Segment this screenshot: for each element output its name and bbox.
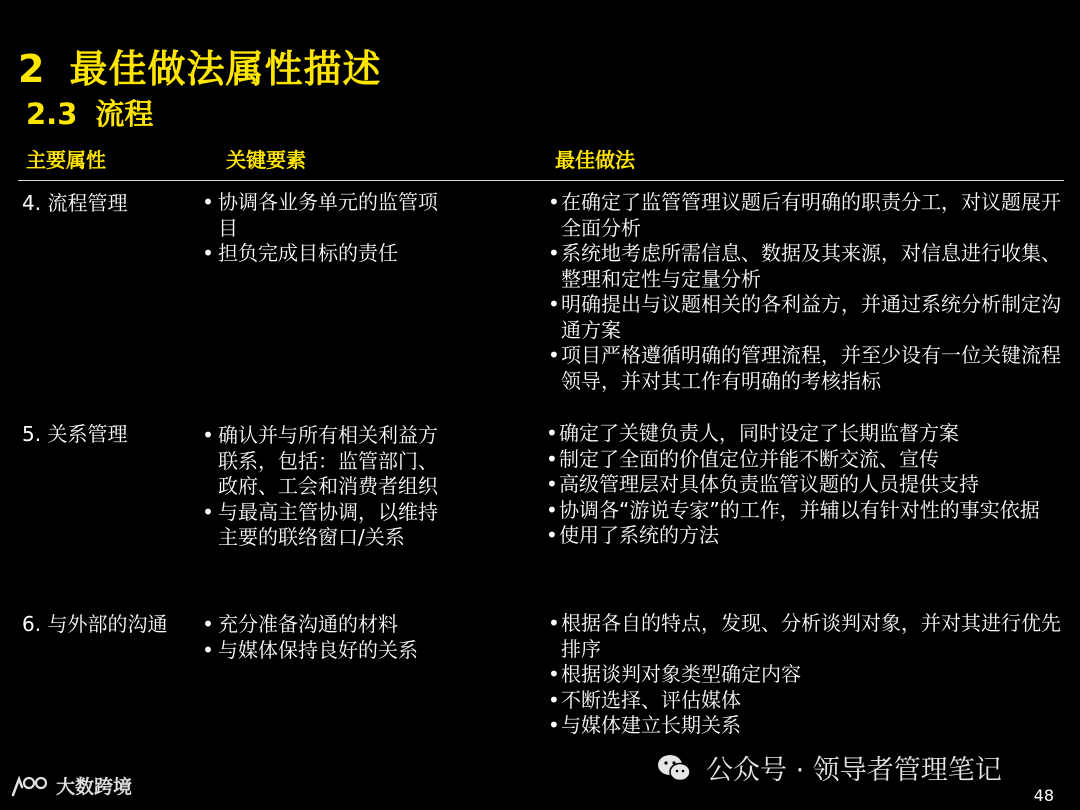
bullet-icon: • bbox=[546, 472, 558, 496]
bullet-icon: • bbox=[202, 499, 214, 524]
list-item: • 制定了全面的价值定位并能不断交流、宣传 bbox=[546, 446, 939, 471]
slide-subtitle-number: 2.3 bbox=[26, 97, 78, 131]
bullet-icon: • bbox=[546, 497, 558, 522]
list-item: • 担负完成目标的责任 bbox=[200, 241, 445, 267]
wechat-icon bbox=[656, 753, 692, 783]
logo-text: 大数跨境 bbox=[56, 776, 133, 798]
row-attribute: 4. 流程管理 bbox=[22, 191, 128, 215]
best-practices-list bbox=[548, 190, 1063, 394]
list-item: • 充分准备沟通的材料 bbox=[200, 612, 445, 638]
row-attribute: 6. 与外部的沟通 bbox=[22, 612, 168, 636]
bullet-icon: • bbox=[546, 523, 558, 547]
bullet-icon: • bbox=[202, 637, 214, 662]
logo-icon bbox=[10, 773, 50, 799]
page-number: 48 bbox=[1033, 786, 1054, 805]
list-item: • 根据各自的特点，发现、分析谈判对象，并对其进行优先排序 bbox=[548, 611, 1061, 661]
bullet-icon: • bbox=[548, 662, 560, 686]
header-attribute: 主要属性 bbox=[26, 148, 106, 172]
best-practices-list bbox=[548, 611, 1063, 739]
slide-title-number: 2 bbox=[18, 47, 46, 91]
bullet-icon: • bbox=[548, 292, 560, 316]
bullet-icon: • bbox=[548, 713, 560, 737]
bullet-icon: • bbox=[548, 687, 560, 712]
list-item: • 协调各“游说专家”的工作，并辅以有针对性的事实依据 bbox=[546, 497, 1040, 522]
list-item: • 明确提出与议题相关的各利益方，并通过系统分析制定沟通方案 bbox=[548, 292, 1061, 342]
list-item: • 系统地考虑所需信息、数据及其来源，对信息进行收集、整理和定性与定量分析 bbox=[548, 241, 1061, 291]
list-item: • 使用了系统的方法 bbox=[546, 523, 719, 547]
list-item: • 确定了关键负责人，同时设定了长期监督方案 bbox=[546, 421, 959, 445]
bullet-icon: • bbox=[202, 241, 214, 265]
watermark bbox=[656, 748, 1002, 787]
slide-title bbox=[18, 38, 381, 93]
key-elements-list bbox=[200, 423, 445, 551]
key-elements-list bbox=[200, 612, 445, 663]
bullet-icon: • bbox=[202, 190, 214, 214]
list-item: • 不断选择、评估媒体 bbox=[548, 687, 741, 712]
watermark-text: 公众号 · 领导者管理笔记 bbox=[706, 755, 1002, 786]
slide-subtitle bbox=[26, 92, 153, 133]
list-item: • 与媒体保持良好的关系 bbox=[200, 638, 445, 664]
list-item: • 协调各业务单元的监管项目 bbox=[200, 190, 445, 241]
row-attribute: 5. 关系管理 bbox=[22, 422, 128, 446]
brand-logo bbox=[10, 772, 132, 799]
slide-title-text: 最佳做法属性描述 bbox=[69, 47, 382, 91]
key-elements-list bbox=[200, 190, 445, 267]
bullet-icon: • bbox=[548, 611, 560, 635]
best-practices-list bbox=[546, 421, 1061, 549]
list-item: • 项目严格遵循明确的管理流程，并至少设有一位关键流程领导，并对其工作有明确的考核指标 bbox=[548, 343, 1061, 393]
list-item: • 与最高主管协调，以维持主要的联络窗口/关系 bbox=[200, 500, 445, 551]
list-item: • 与媒体建立长期关系 bbox=[548, 713, 741, 737]
list-item: • 高级管理层对具体负责监管议题的人员提供支持 bbox=[546, 472, 979, 496]
bullet-icon: • bbox=[202, 612, 214, 636]
bullet-icon: • bbox=[546, 446, 558, 471]
bullet-icon: • bbox=[548, 343, 560, 367]
list-item: • 根据谈判对象类型确定内容 bbox=[548, 662, 801, 686]
list-item: • 确认并与所有相关利益方联系，包括：监管部门、政府、工会和消费者组织 bbox=[200, 423, 445, 500]
header-divider bbox=[18, 180, 1064, 181]
bullet-icon: • bbox=[202, 423, 214, 447]
slide-subtitle-text: 流程 bbox=[95, 97, 154, 131]
header-key-elements: 关键要素 bbox=[226, 148, 306, 172]
bullet-icon: • bbox=[546, 421, 558, 445]
list-item: • 在确定了监管管理议题后有明确的职责分工，对议题展开全面分析 bbox=[548, 190, 1061, 240]
bullet-icon: • bbox=[548, 241, 560, 265]
header-best-practices: 最佳做法 bbox=[555, 148, 635, 172]
bullet-icon: • bbox=[548, 190, 560, 214]
